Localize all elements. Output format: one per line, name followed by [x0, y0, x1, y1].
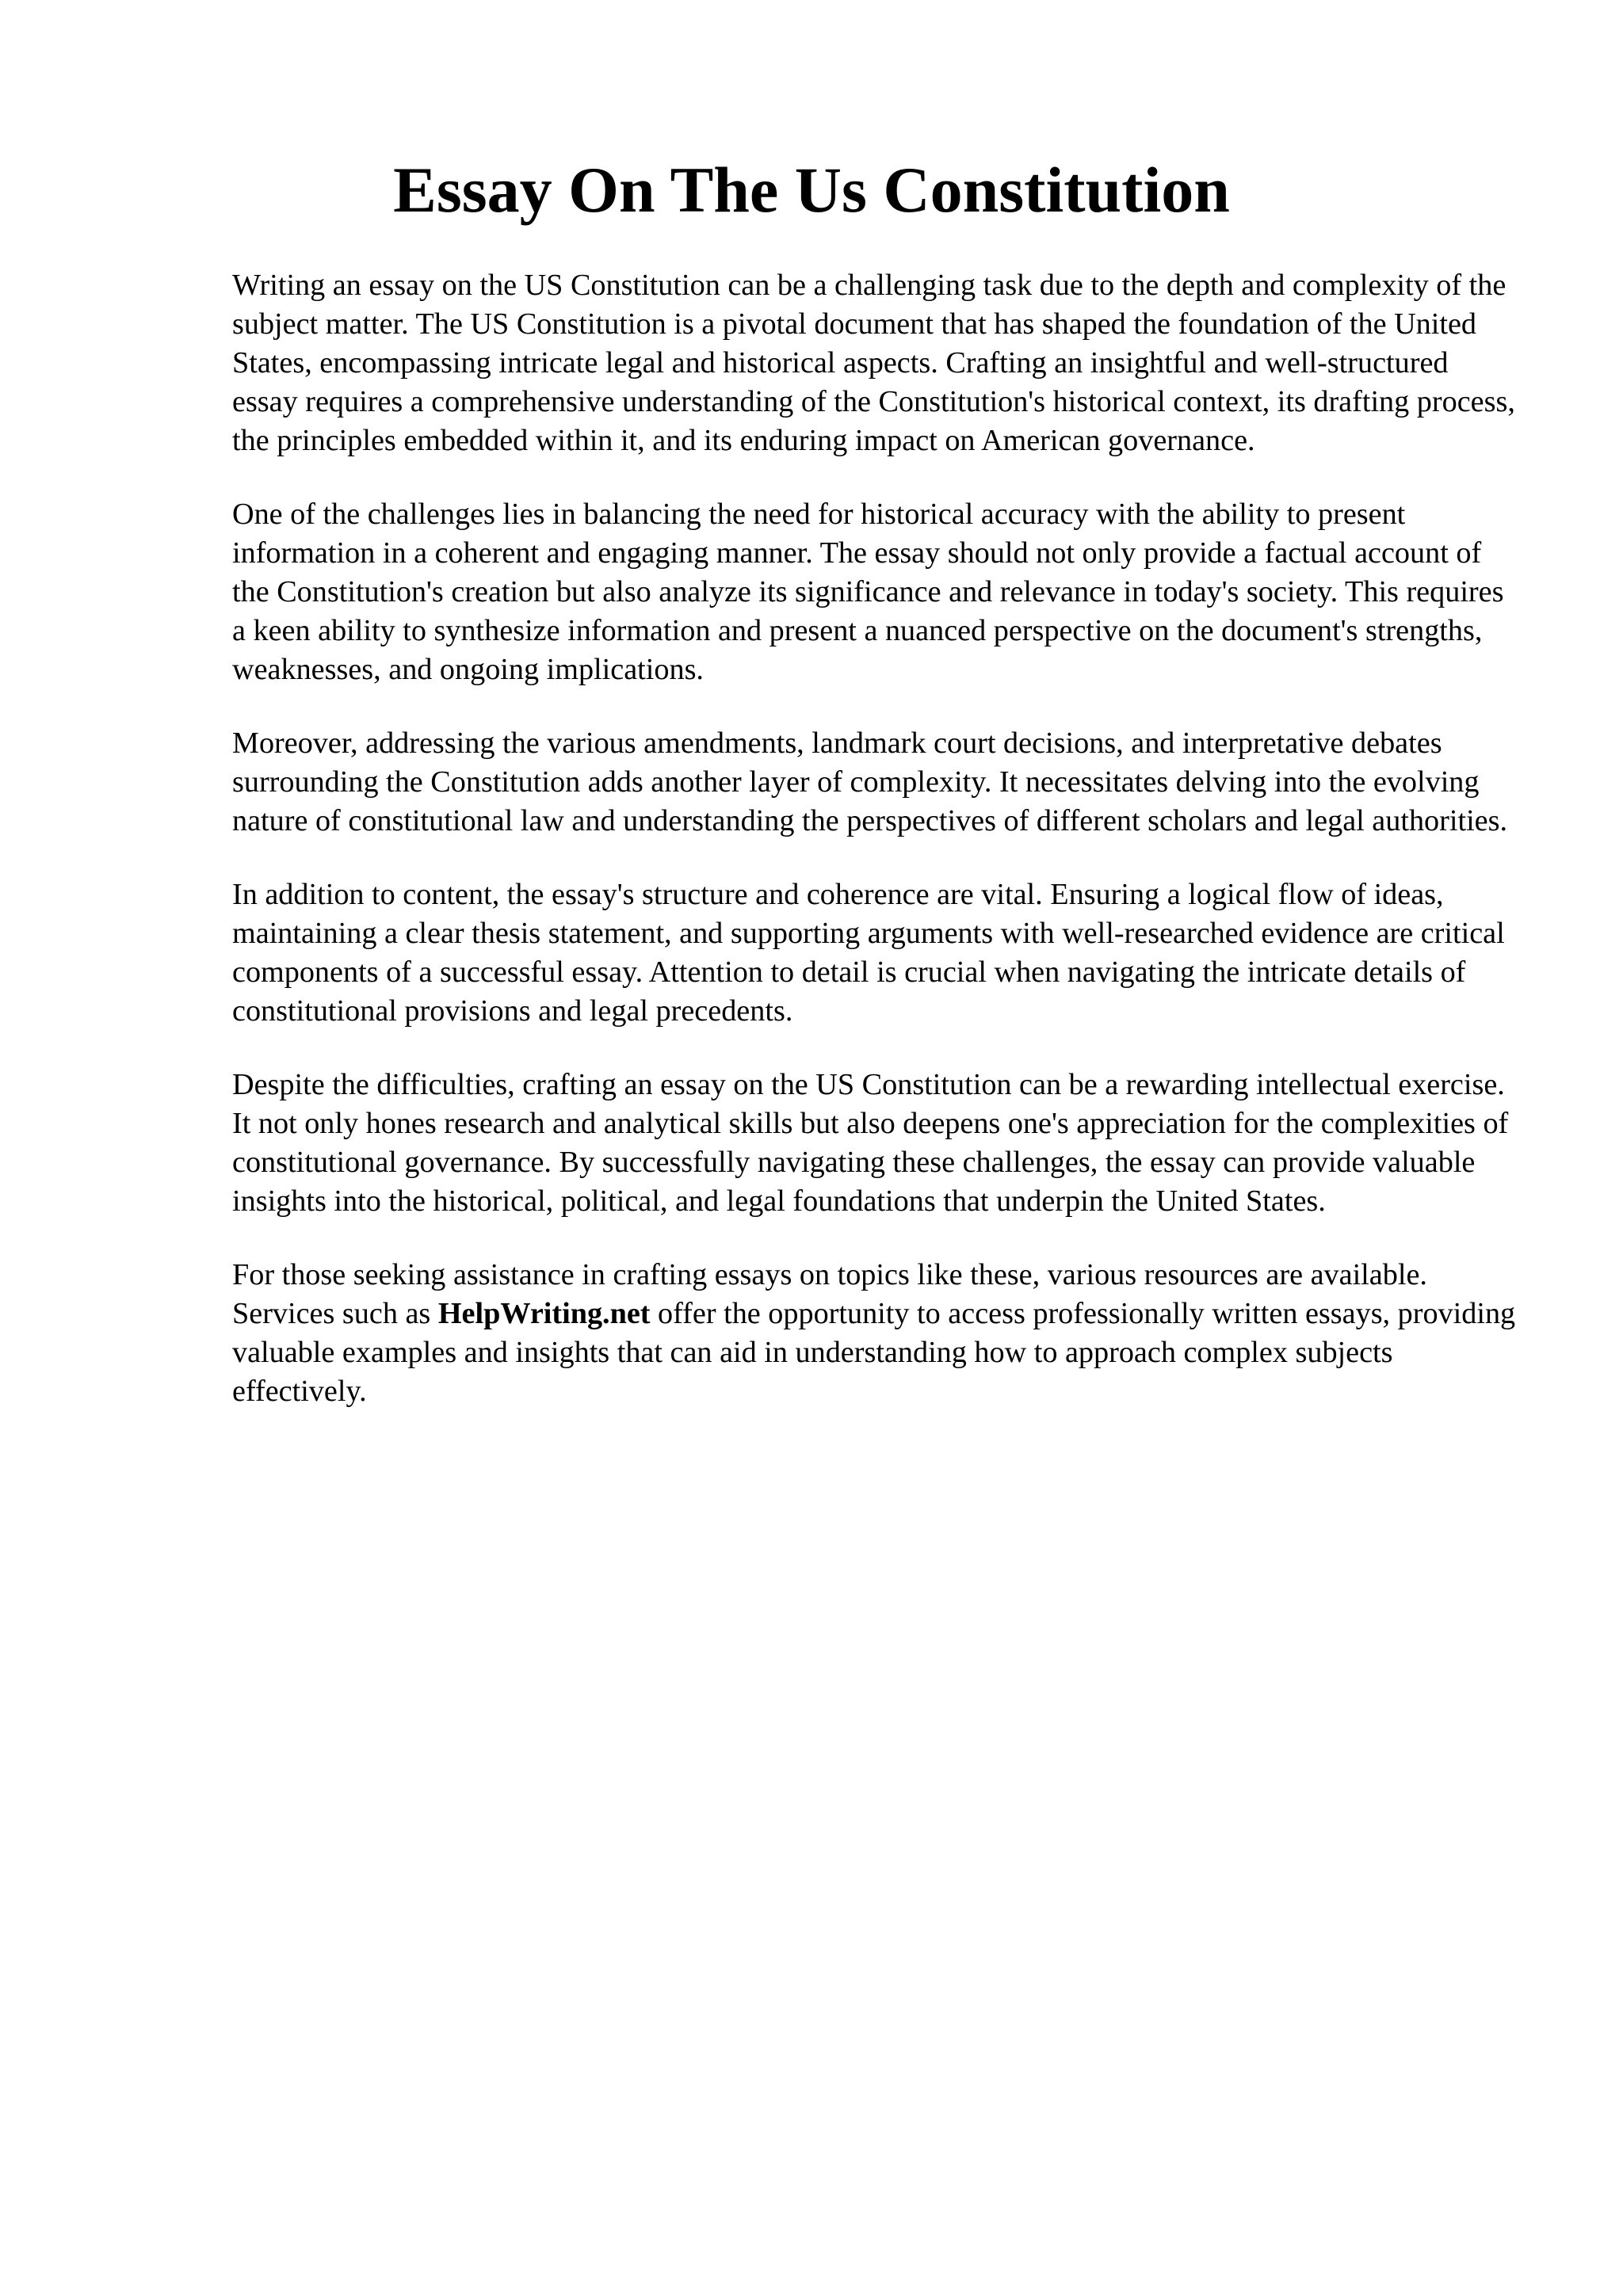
page-title: Essay On The Us Constitution	[393, 154, 1230, 226]
paragraph-3: Moreover, addressing the various amendments, landmark court decisions, and interpretative debates surrounding the Constitution adds another layer of complexity. It necessitates delving into the evolving nature of constitutional law and understanding the perspectives of different scholars and legal authorities.	[232, 727, 1508, 837]
essay-body	[232, 266, 1516, 1446]
paragraph-6	[232, 1256, 1516, 1411]
paragraph-2: One of the challenges lies in balancing the need for historical accuracy with the ability to present information in a coherent and engaging manner. The essay should not only provide a factual account of the Constitution's creation but also analyze its significance and relevance in today's society. This requires a keen ability to synthesize information and present a nuanced perspective on the document's strengths, weaknesses, and ongoing implications.	[232, 498, 1504, 686]
paragraph-6-text-before: For those seeking assistance in crafting essays on topics like these, various resources are available. Services such as	[232, 1258, 1427, 1330]
paragraph-4: In addition to content, the essay's structure and coherence are vital. Ensuring a logical flow of ideas, maintaining a clear thesis statement, and supporting arguments with well-researched evidence are critical components of a successful essay. Attention to detail is crucial when navigating the intricate details of constitutional provisions and legal precedents.	[232, 878, 1505, 1028]
helpwriting-link[interactable]: HelpWriting.net	[437, 1297, 651, 1330]
paragraph-6-text-after: offer the opportunity to access professionally written essays, providing valuable examples and insights that can aid in understanding how to approach complex subjects effectively.	[232, 1297, 1516, 1408]
paragraph-1: Writing an essay on the US Constitution can be a challenging task due to the depth and complexity of the subject matter. The US Constitution is a pivotal document that has shaped the foundation of the United States, encompassing intricate legal and historical aspects. Crafting an insightful and well-structured essay requires a comprehensive understanding of the Constitution's historical context, its drafting process, the principles embedded within it, and its enduring impact on American governance.	[232, 269, 1515, 457]
paragraph-5: Despite the difficulties, crafting an essay on the US Constitution can be a rewarding intellectual exercise. It not only hones research and analytical skills but also deepens one's appreciation for the complexities of constitutional governance. By successfully navigating these challenges, the essay can provide valuable insights into the historical, political, and legal foundations that underpin the United States.	[232, 1068, 1509, 1218]
